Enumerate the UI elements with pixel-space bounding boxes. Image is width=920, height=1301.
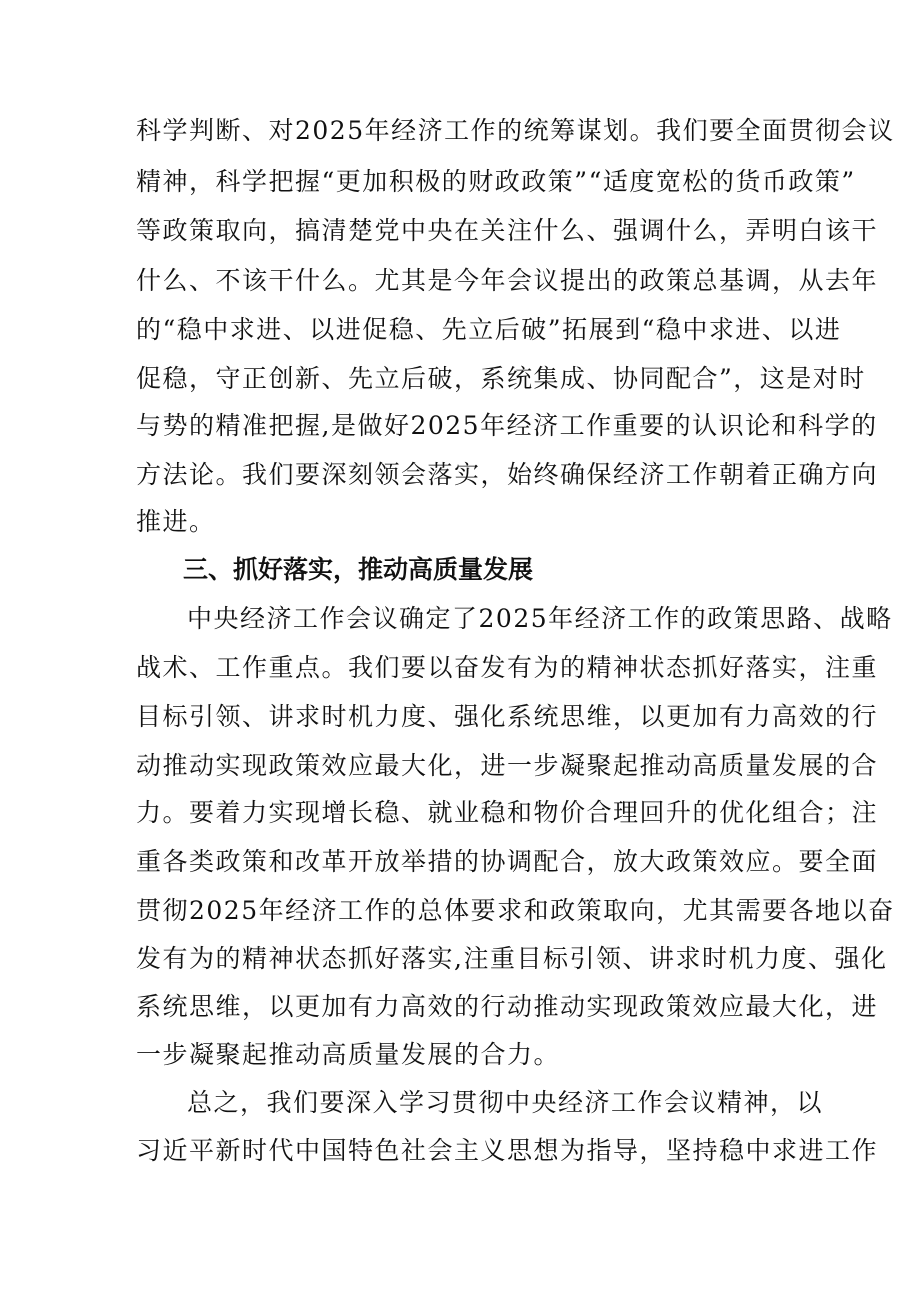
paragraph-line: 习近平新时代中国特色社会主义思想为指导，坚持稳中求进工作 [136, 1136, 879, 1165]
paragraph-line: 精神，科学把握“更加积极的财政政策”“适度宽松的货币政策” [136, 167, 856, 196]
paragraph-line: 重各类政策和改革开放举措的协调配合，放大政策效应。要全面 [136, 847, 879, 876]
paragraph-line: 目标引领、讲求时机力度、强化系统思维，以更加有力高效的行 [136, 702, 879, 731]
paragraph-line: 的“稳中求进、以进促稳、先立后破”拓展到“稳中求进、以进 [136, 315, 842, 344]
paragraph-line: 中央经济工作会议确定了2025年经济工作的政策思路、战略 [187, 604, 893, 633]
paragraph-line: 系统思维，以更加有力高效的行动推动实现政策效应最大化，进 [136, 992, 879, 1021]
paragraph-line: 什么、不该干什么。尤其是今年会议提出的政策总基调，从去年 [136, 266, 879, 295]
paragraph-line: 发有为的精神状态抓好落实,注重目标引领、讲求时机力度、强化 [136, 944, 888, 973]
paragraph-line: 科学判断、对2025年经济工作的统筹谋划。我们要全面贯彻会议 [136, 116, 895, 145]
paragraph-line: 总之，我们要深入学习贯彻中央经济工作会议精神，以 [187, 1088, 824, 1117]
paragraph-line: 贯彻2025年经济工作的总体要求和政策取向，尤其需要各地以奋 [136, 896, 895, 925]
paragraph-line: 战术、工作重点。我们要以奋发有为的精神状态抓好落实，注重 [136, 653, 879, 682]
paragraph-line: 与势的精准把握,是做好2025年经济工作重要的认识论和科学的 [136, 411, 878, 440]
paragraph-line: 一步凝聚起推动高质量发展的合力。 [136, 1040, 561, 1069]
paragraph-line: 动推动实现政策效应最大化，进一步凝聚起推动高质量发展的合 [136, 751, 879, 780]
paragraph-line: 促稳，守正创新、先立后破，系统集成、协同配合”，这是对时 [136, 364, 866, 393]
paragraph-line: 方法论。我们要深刻领会落实，始终确保经济工作朝着正确方向 [136, 460, 879, 489]
paragraph-line: 等政策取向，搞清楚党中央在关注什么、强调什么，弄明白该干 [136, 216, 879, 245]
section-heading: 三、抓好落实，推动高质量发展 [183, 555, 534, 584]
paragraph-line: 推进。 [136, 507, 216, 536]
paragraph-line: 力。要着力实现增长稳、就业稳和物价合理回升的优化组合；注 [136, 798, 879, 827]
